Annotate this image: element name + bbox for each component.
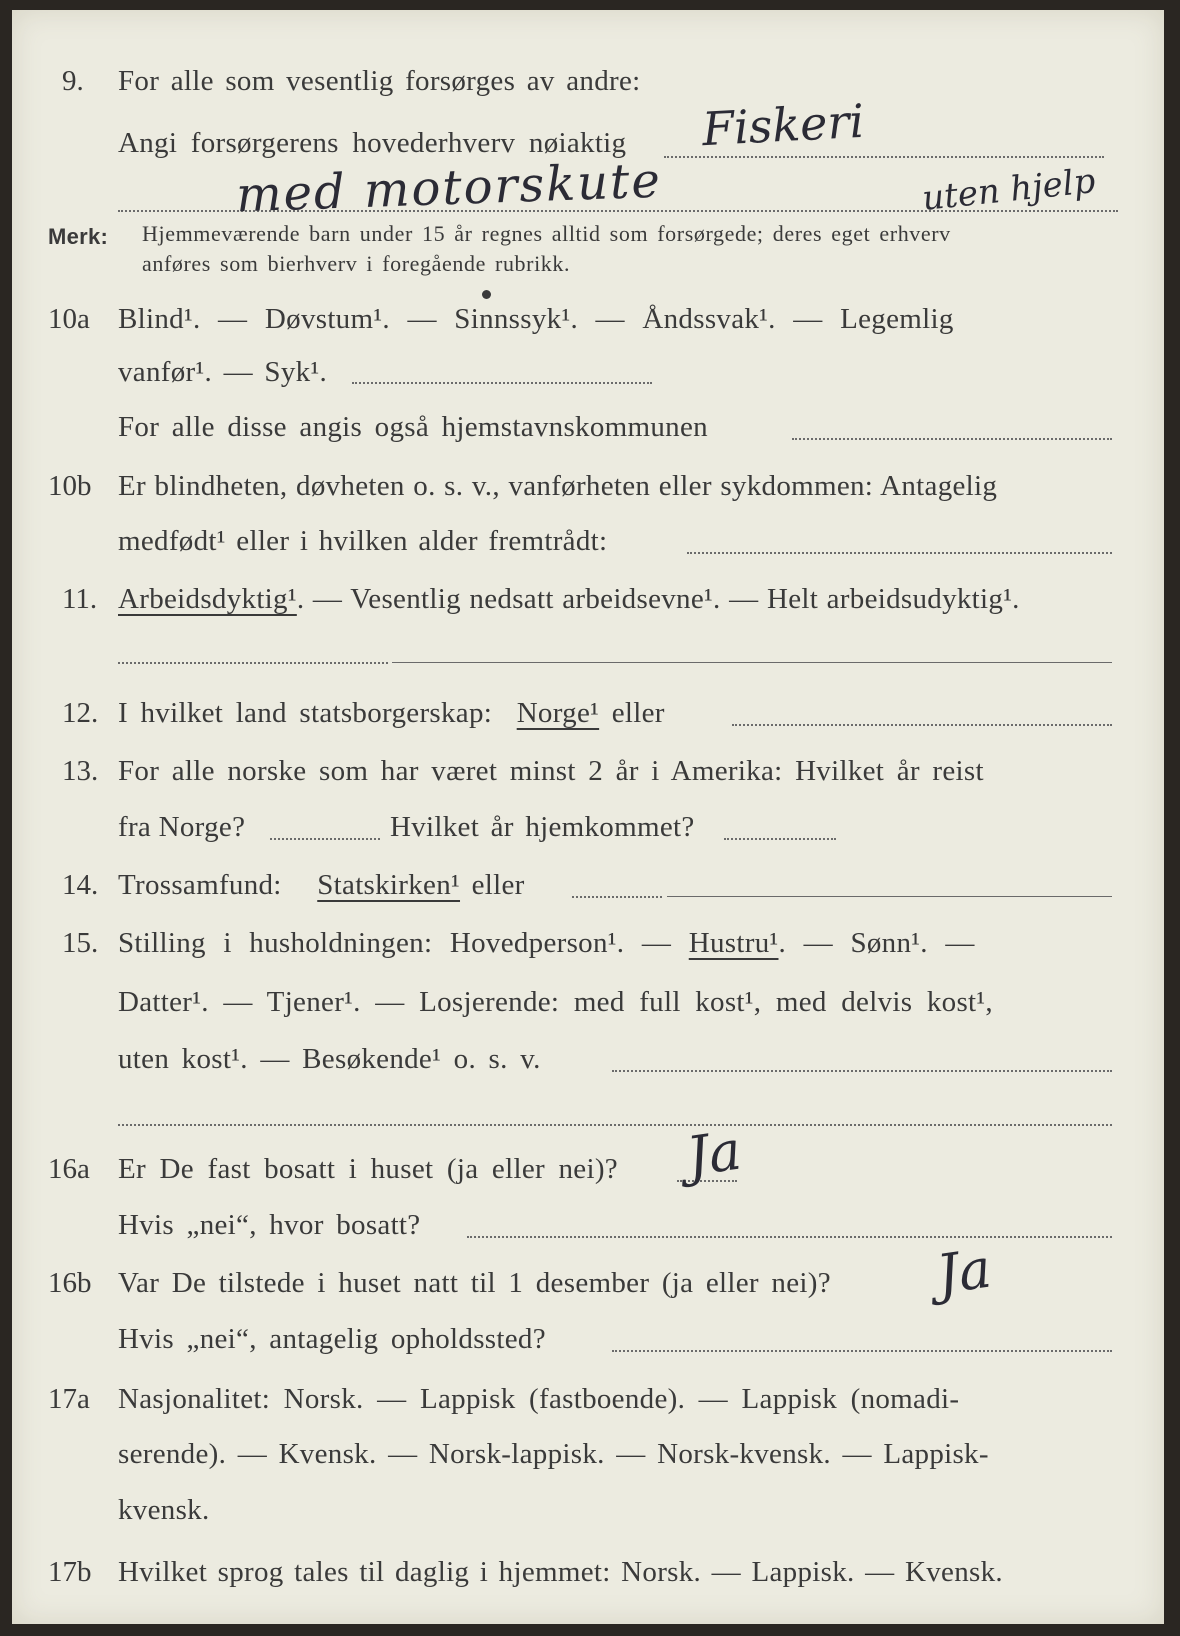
q17a-number: 17a — [48, 1383, 90, 1415]
q9-line2: Angi forsørgerens hovederhverv nøiaktig — [118, 127, 627, 159]
q11-number: 11. — [62, 583, 98, 615]
q16a-answer-line2 — [467, 1236, 1112, 1238]
q10a-number: 10a — [48, 303, 90, 335]
q14-answer-line-dotted — [572, 896, 662, 898]
q15-line1-suffix: . — Sønn¹. — — [778, 927, 975, 959]
q13-answer-line-reist — [270, 838, 380, 840]
q13-number: 13. — [62, 755, 99, 787]
merk-label: Merk: — [48, 224, 109, 249]
q16a-handwritten-answer: Ja — [682, 1118, 745, 1189]
q13-answer-line-hjemkommet — [724, 838, 836, 840]
q15-line3: uten kost¹. — Besøkende¹ o. s. v. — [118, 1043, 541, 1075]
q14-answer-line-solid — [667, 896, 1112, 897]
q17b-line1: Hvilket sprog tales til daglig i hjemmet: Norsk. — Lappisk. — Kvensk. — [118, 1556, 1003, 1588]
q10a-answer-line1 — [352, 382, 652, 384]
q14-option-statskirken[interactable]: Statskirken¹ — [317, 869, 461, 901]
q14-line — [118, 868, 525, 902]
q12-suffix: eller — [611, 697, 665, 729]
q10b-line2: medfødt¹ eller i hvilken alder fremtrådt: — [118, 525, 608, 557]
q10a-answer-line2 — [792, 438, 1112, 440]
q17b-number: 17b — [48, 1556, 92, 1588]
q11-answer-line-left — [118, 662, 388, 664]
q12-number: 12. — [62, 697, 99, 729]
q15-number: 15. — [62, 927, 99, 959]
merk-line2: anføres som bierhverv i foregående rubrikk. — [142, 251, 571, 276]
q14-prefix: Trossamfund: — [118, 869, 282, 901]
q17a-line1: Nasjonalitet: Norsk. — Lappisk (fastboende). — Lappisk (nomadi- — [118, 1383, 960, 1415]
q9-number: 9. — [62, 65, 84, 97]
q9-answer-line1 — [664, 156, 1104, 158]
q11-option-arbeidsdyktig[interactable]: Arbeidsdyktig¹ — [118, 583, 297, 615]
q10b-line1: Er blindheten, døvheten o. s. v., vanførheten eller sykdommen: Antagelig — [118, 470, 998, 502]
q13-line1: For alle norske som har været minst 2 år i Amerika: Hvilket år reist — [118, 755, 984, 787]
q11-line — [118, 582, 1020, 616]
q14-suffix: eller — [471, 869, 525, 901]
ink-spot — [482, 290, 491, 299]
q12-answer-line — [732, 724, 1112, 726]
q16b-answer-line — [612, 1350, 1112, 1352]
q10b-answer-line — [687, 552, 1112, 554]
q10a-line1: Blind¹. — Døvstum¹. — Sinnssyk¹. — Åndssvak¹. — Legemlig — [118, 303, 954, 335]
q16a-line1: Er De fast bosatt i huset (ja eller nei)? — [118, 1153, 618, 1185]
q16a-line2: Hvis „nei“, hvor bosatt? — [118, 1209, 421, 1241]
q14-number: 14. — [62, 869, 99, 901]
census-form-page — [12, 10, 1164, 1624]
q15-answer-line2 — [118, 1124, 1112, 1126]
q16b-line2: Hvis „nei“, antagelig opholdssted? — [118, 1323, 546, 1355]
q10a-line2: vanfør¹. — Syk¹. — [118, 356, 328, 388]
q9-handwritten-answer3: uten hjelp — [920, 161, 1098, 219]
q15-line1-prefix: Stilling i husholdningen: Hovedperson¹. — — [118, 927, 672, 959]
merk-line1: Hjemmeværende barn under 15 år regnes alltid som forsørgede; deres eget erhverv — [142, 221, 951, 246]
q11-answer-line-right — [392, 662, 1112, 663]
q16b-handwritten-answer: Ja — [932, 1236, 995, 1307]
q13-line2a: fra Norge? — [118, 811, 246, 843]
q11-rest: . — Vesentlig nedsatt arbeidsevne¹. — Helt arbeidsudyktig¹. — [296, 583, 1020, 615]
q16b-line1: Var De tilstede i huset natt til 1 desember (ja eller nei)? — [118, 1267, 831, 1299]
q12-prefix: I hvilket land statsborgerskap: — [118, 697, 493, 729]
q15-line2: Datter¹. — Tjener¹. — Losjerende: med full kost¹, med delvis kost¹, — [118, 986, 993, 1018]
q10b-number: 10b — [48, 470, 92, 502]
q16a-number: 16a — [48, 1153, 90, 1185]
q9-handwritten-answer2: med motorskute — [235, 152, 663, 224]
q17a-line2: serende). — Kvensk. — Norsk-lappisk. — Norsk-kvensk. — Lappisk- — [118, 1438, 989, 1470]
q16b-number: 16b — [48, 1267, 92, 1299]
q10a-line3: For alle disse angis også hjemstavnskommunen — [118, 411, 708, 443]
q15-line1 — [118, 926, 975, 960]
q12-line — [118, 696, 665, 730]
q12-option-norge[interactable]: Norge¹ — [516, 697, 600, 729]
q17a-line3: kvensk. — [118, 1494, 210, 1526]
q15-option-hustru[interactable]: Hustru¹ — [688, 927, 779, 959]
q13-line2b: Hvilket år hjemkommet? — [390, 811, 695, 843]
q15-answer-line1 — [612, 1070, 1112, 1072]
q9-line1: For alle som vesentlig forsørges av andre: — [118, 65, 641, 97]
q9-handwritten-answer1: Fiskeri — [700, 93, 866, 157]
